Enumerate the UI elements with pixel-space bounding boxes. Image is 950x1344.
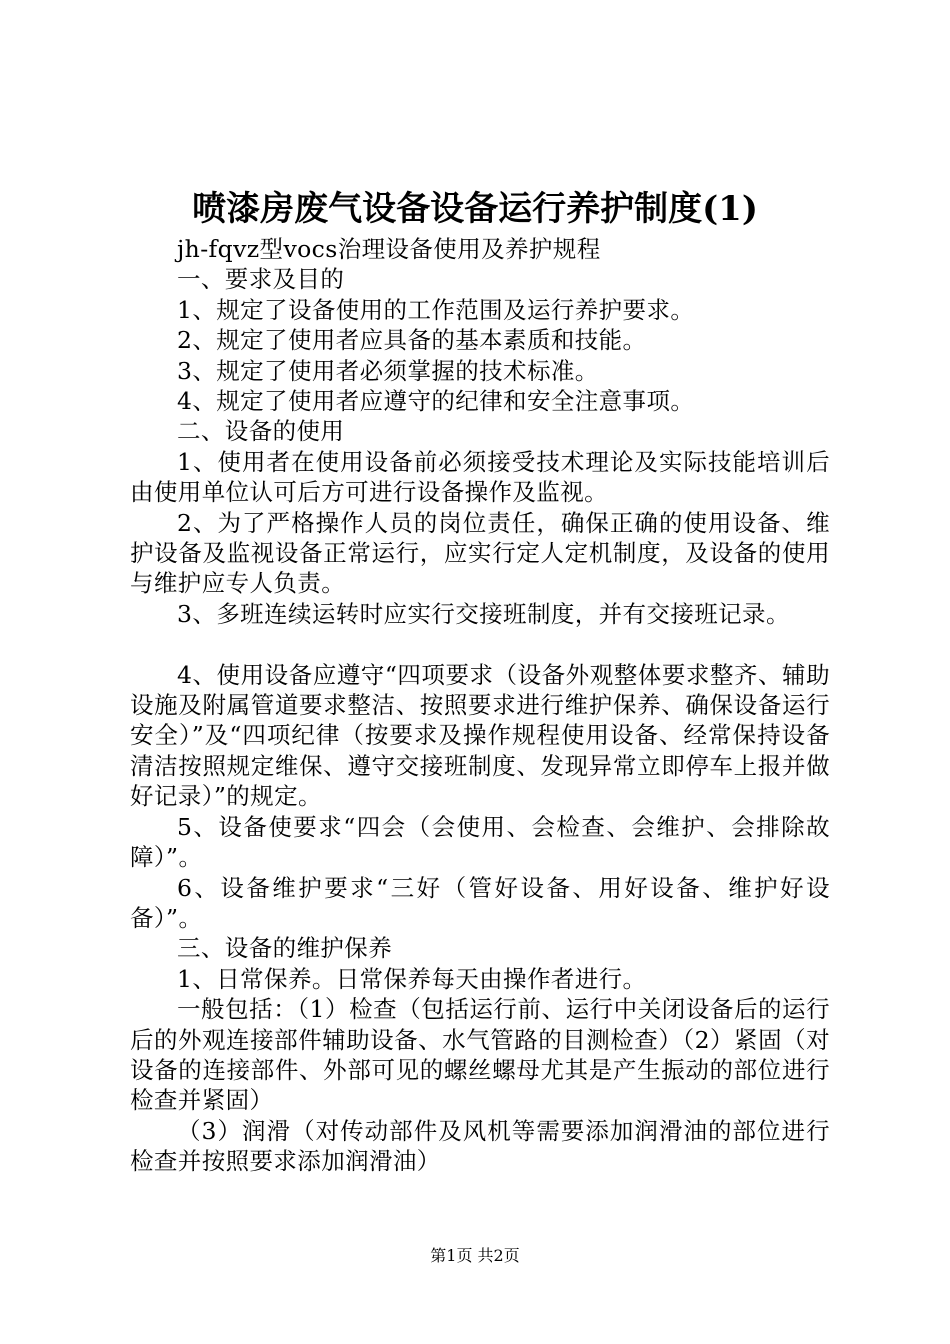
paragraph: 2、为了严格操作人员的岗位责任，确保正确的使用设备、维护设备及监视设备正常运行，应实行定人定机制度，及设备的使用与维护应专人负责。	[130, 508, 830, 598]
section-heading-1: 一、要求及目的	[177, 265, 345, 294]
paragraph: 5、设备使要求“四会（会使用、会检查、会维护、会排除故障）”。	[130, 812, 830, 872]
paragraph: （3）润滑（对传动部件及风机等需要添加润滑油的部位进行检查并按照要求添加润滑油）	[130, 1116, 830, 1176]
paragraph: 1、规定了设备使用的工作范围及运行养护要求。	[177, 295, 695, 324]
paragraph: 1、使用者在使用设备前必须接受技术理论及实际技能培训后由使用单位认可后方可进行设备操作及监视。	[130, 447, 830, 507]
paragraph: 3、规定了使用者必须掌握的技术标准。	[177, 356, 599, 385]
paragraph-subtitle: jh-fqvz型vocs治理设备使用及养护规程	[177, 235, 601, 263]
page-footer: 第1页 共2页	[430, 1246, 520, 1265]
section-heading-3: 三、设备的维护保养	[177, 934, 393, 963]
section-heading-2: 二、设备的使用	[177, 417, 345, 446]
document-title: 喷漆房废气设备设备运行养护制度(1)	[192, 189, 758, 229]
paragraph: 一般包括：（1）检查（包括运行前、运行中关闭设备后的运行后的外观连接部件辅助设备、水气管路的目测检查）（2）紧固（对设备的连接部件、外部可见的螺丝螺母尤其是产生振动的部位进行检查并紧固）	[130, 995, 830, 1115]
document-body	[130, 234, 830, 1177]
paragraph: 4、规定了使用者应遵守的纪律和安全注意事项。	[177, 387, 695, 416]
paragraph: 2、规定了使用者应具备的基本素质和技能。	[177, 326, 647, 355]
paragraph: 1、日常保养。日常保养每天由操作者进行。	[177, 964, 647, 993]
paragraph: 4、使用设备应遵守“四项要求（设备外观整体要求整齐、辅助设施及附属管道要求整洁、按照要求进行维护保养、确保设备运行安全）”及“四项纪律（按要求及操作规程使用设备、经常保持设备清洁按照规定维保、遵守交接班制度、发现异常立即停车上报并做好记录）”的规定。	[130, 660, 830, 811]
paragraph: 6、设备维护要求“三好（管好设备、用好设备、维护好设备）”。	[130, 873, 830, 932]
paragraph-gap	[130, 629, 830, 659]
paragraph: 3、多班连续运转时应实行交接班制度，并有交接班记录。	[177, 599, 790, 628]
